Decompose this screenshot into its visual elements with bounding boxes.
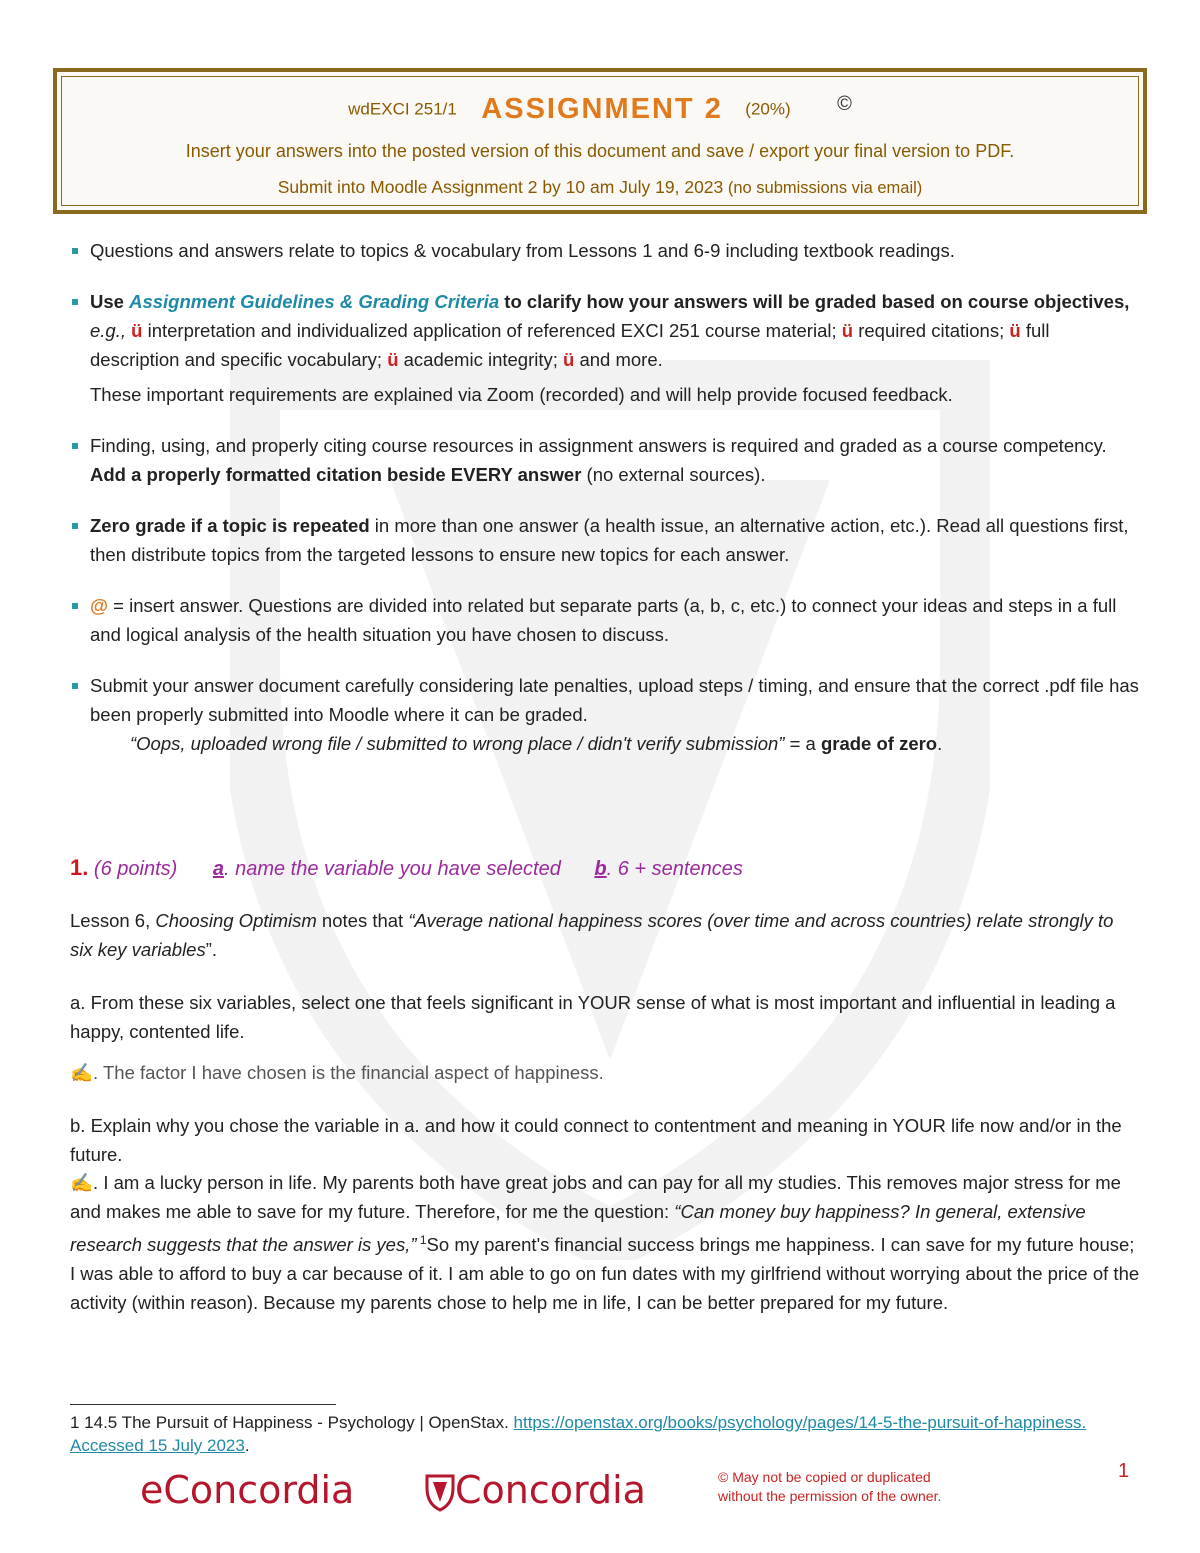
bullet-icon	[72, 248, 78, 254]
writing-hand-icon: ✍	[70, 1062, 94, 1083]
concordia-shield-icon	[425, 1474, 455, 1512]
header-deadline: Submit into Moodle Assignment 2 by 10 am July 19, 2023 (no submissions via email)	[277, 177, 923, 197]
question-1-part-a: a. From these six variables, select one that feels significant in YOUR sense of what is most important and influential in leading a happy, contented life.	[70, 992, 1116, 1042]
copyright-notice: © May not be copied or duplicated without the permission of the owner.	[718, 1469, 942, 1504]
checkmark-icon: ü	[563, 349, 575, 370]
question-1-heading: 1. (6 points) a. name the variable you have selected b. 6 + sentences	[70, 855, 743, 880]
checkmark-icon: ü	[387, 349, 399, 370]
footnote: 1 14.5 The Pursuit of Happiness - Psychology | OpenStax. https://openstax.org/books/psychology/pages/14-5-the-pursuit-of-happiness. Accessed 15 July 2023.	[70, 1413, 1087, 1455]
writing-hand-icon: ✍	[70, 1172, 94, 1193]
assignment-header-box	[53, 68, 1147, 214]
page-number: 1	[1118, 1460, 1130, 1482]
footnote-link[interactable]: https://openstax.org/books/psychology/pages/14-5-the-pursuit-of-happiness. Accessed 15 July 2023	[70, 1413, 1087, 1455]
question-1-part-b: b. Explain why you chose the variable in a. and how it could connect to contentment and meaning in YOUR life now and/or in the future.	[70, 1115, 1122, 1165]
concordia-logo: Concordia	[425, 1468, 646, 1512]
at-icon: @	[90, 595, 109, 616]
course-code: wdEXCI 251/1	[348, 99, 457, 119]
assignment-weight: (20%)	[745, 99, 791, 119]
list-item: Submit your answer document carefully considering late penalties, upload steps / timing, and ensure that the correct .pdf file has been properly submitted into Moodle where it can be graded. “Oops, uploaded wrong file / submitted to wrong place / didn't verify submission” = a grade of zero.	[70, 671, 1140, 758]
checkmark-icon: ü	[131, 320, 143, 341]
bullet-icon	[72, 523, 78, 529]
bullet-icon	[72, 299, 78, 305]
list-item: Zero grade if a topic is repeated in more than one answer (a health issue, an alternative action, etc.). Read all questions first, then distribute topics from the targeted lessons to ensure new topics for each answer.	[70, 511, 1140, 569]
bullet-icon	[72, 603, 78, 609]
bullet-icon	[72, 443, 78, 449]
footnote-reference: 1	[416, 1233, 427, 1247]
footnote-rule	[70, 1404, 336, 1405]
grading-criteria-link[interactable]: Assignment Guidelines & Grading Criteria	[129, 291, 500, 312]
assignment-title: ASSIGNMENT 2	[481, 93, 723, 125]
copyright-icon: ©	[837, 93, 852, 115]
list-item: Use Assignment Guidelines & Grading Criteria to clarify how your answers will be graded based on course objectives, e.g., ü interpretation and individualized application of referenced EXCI 251 course material; ü required citations; ü full description and specific vocabulary; ü academic integrity; ü and more. These important requirements are explained via Zoom (recorded) and will help provide focused feedback.	[70, 287, 1140, 409]
list-item: Questions and answers relate to topics & vocabulary from Lessons 1 and 6-9 including textbook readings.	[70, 236, 1140, 265]
answer-a[interactable]: ✍. The factor I have chosen is the financial aspect of happiness.	[70, 1062, 604, 1083]
instruction-list	[70, 236, 1140, 780]
bullet-icon	[72, 683, 78, 689]
list-item: Finding, using, and properly citing course resources in assignment answers is required and graded as a course competency. Add a properly formatted citation beside EVERY answer (no external sources).	[70, 431, 1140, 489]
checkmark-icon: ü	[841, 320, 854, 341]
list-item: @ = insert answer. Questions are divided into related but separate parts (a, b, c, etc.) to connect your ideas and steps in a full and logical analysis of the health situation you have chosen to discuss.	[70, 591, 1140, 649]
header-instruction: Insert your answers into the posted version of this document and save / export your final version to PDF.	[185, 141, 1015, 161]
checkmark-icon: ü	[1009, 320, 1021, 341]
answer-b[interactable]: ✍. I am a lucky person in life. My parents both have great jobs and can pay for all my studies. This removes major stress for me and makes me able to save for my future. Therefore, for me the question: “Can money buy happiness? In general, extensive research suggests that the answer is yes,” $^1$So my parent's financial success brings me happiness. I can save for my future house; I was able to afford to buy a car because of it. I am able to go on fun dates with my girlfriend without worrying about the price of the activity (within reason). Because my parents chose to help me in life, I can be better prepared for my future.	[70, 1172, 1140, 1314]
question-1-intro: Lesson 6, Choosing Optimism notes that “Average national happiness scores (over time and across countries) relate strongly to six key variables”.	[70, 910, 1114, 960]
econcordia-logo: eConcordia	[140, 1468, 355, 1512]
